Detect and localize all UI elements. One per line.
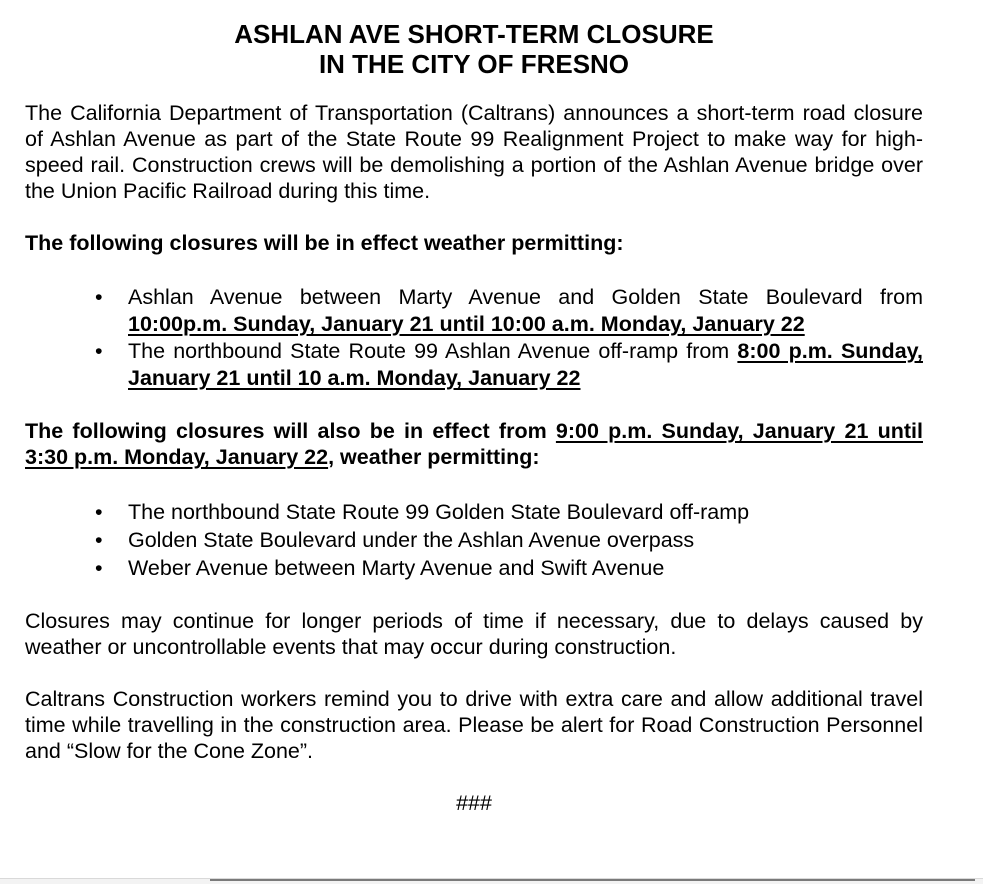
document-page [25, 19, 923, 816]
list-item: • Golden State Boulevard under the Ashlan Avenue overpass [128, 526, 923, 554]
continue-note: Closures may continue for longer periods of time if necessary, due to delays caused by weather or uncontrollable events that may occur during construction. [25, 609, 923, 659]
title-line-2: IN THE CITY OF FRESNO [318, 49, 630, 79]
closure-description: The northbound State Route 99 Ashlan Avenue off-ramp from [128, 339, 738, 363]
document-title [25, 19, 923, 79]
list-item [128, 338, 923, 392]
lead-text-before: The following closures will also be in effect from [25, 419, 556, 443]
intro-paragraph: The California Department of Transportation (Caltrans) announces a short-term road closure of Ashlan Avenue as part of the State Route 99 Realignment Project to make way for high-speed rail. Construction crews will be demolishing a portion of the Ashlan Avenue bridge over the Union Pacific Railroad during this time. [25, 101, 923, 203]
closures-list [25, 284, 923, 392]
list-item: • The northbound State Route 99 Golden State Boulevard off-ramp [128, 498, 923, 526]
closure-time: 10:00p.m. Sunday, January 21 until 10:00 a.m. Monday, January 22 [128, 312, 805, 336]
page-bottom-divider [210, 879, 975, 881]
list-item: • Weber Avenue between Marty Avenue and Swift Avenue [128, 554, 923, 582]
closure-time: 8:00 p.m. Sunday, January 21 until 10 a.m. Monday, January 22 [128, 339, 923, 390]
lead-text-after: , weather permitting: [328, 445, 540, 469]
closures-lead: The following closures will be in effect weather permitting: [25, 231, 624, 255]
additional-closures-lead [25, 418, 923, 470]
additional-closures-list [25, 498, 923, 582]
title-line-1: ASHLAN AVE SHORT-TERM CLOSURE [234, 19, 714, 49]
lead-closure-time: 9:00 p.m. Sunday, January 21 until 3:30 p.m. Monday, January 22 [25, 419, 923, 469]
list-item [128, 284, 923, 338]
reminder-note: Caltrans Construction workers remind you to drive with extra care and allow additional travel time while travelling in the construction area. Please be alert for Road Construction Personnel and “Slow for the Cone Zone”. [25, 687, 923, 763]
closure-description: Ashlan Avenue between Marty Avenue and Golden State Boulevard from [128, 285, 923, 309]
end-mark: ### [456, 791, 492, 815]
